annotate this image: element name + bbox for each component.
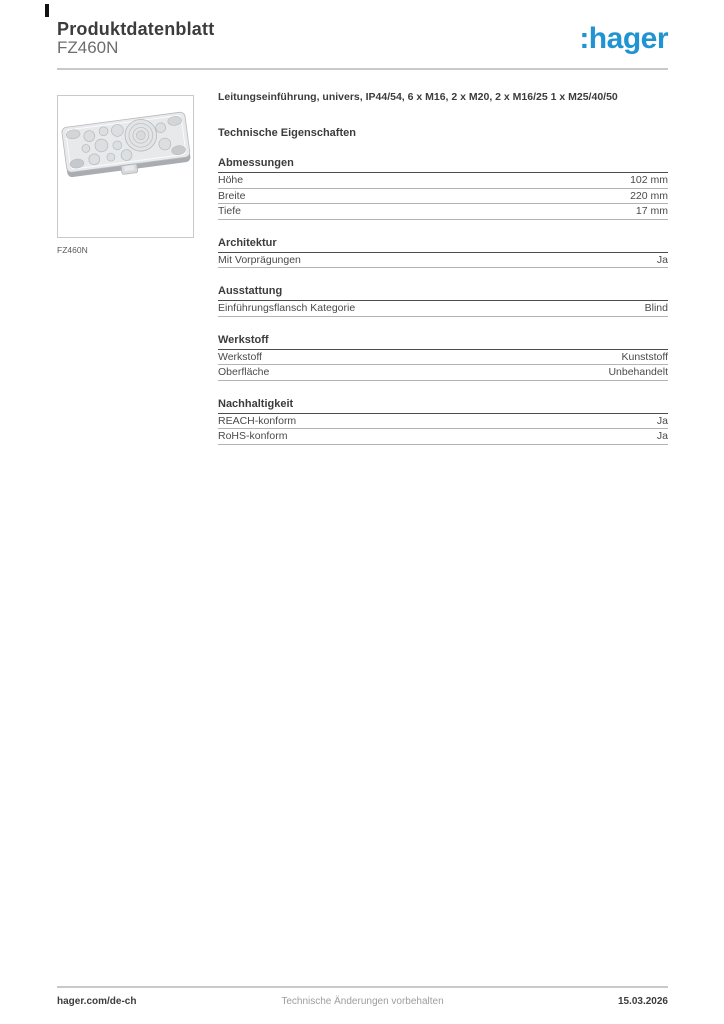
tech-properties-heading: Technische Eigenschaften [218,127,356,139]
product-description: Leitungseinführung, univers, IP44/54, 6 x M16, 2 x M20, 2 x M16/25 1 x M25/40/50 [218,91,618,103]
header-divider [57,68,668,70]
spec-label: Mit Vorprägungen [218,253,301,266]
spec-label: Einführungsflansch Kategorie [218,302,356,315]
spec-section [218,285,668,317]
footer-divider [57,986,668,988]
spec-value: Ja [656,430,668,443]
product-code: FZ460N [57,38,119,57]
scan-artifact [45,4,49,17]
section-title: Werkstoff [218,334,668,350]
spec-section [218,157,668,220]
spec-value: Blind [644,302,668,315]
spec-value: Ja [656,253,668,266]
product-image-caption: FZ460N [57,245,88,255]
spec-row [218,429,668,445]
spec-section [218,334,668,381]
spec-label: REACH-konform [218,414,297,427]
page-header [57,20,668,57]
spec-row [218,204,668,220]
spec-value: 17 mm [635,205,668,218]
section-title: Ausstattung [218,285,668,301]
page-footer [57,996,668,1007]
spec-row [218,414,668,430]
section-title: Nachhaltigkeit [218,398,668,414]
product-image-frame [57,95,194,238]
footer-disclaimer: Technische Änderungen vorbehalten [281,996,444,1007]
spec-label: Werkstoff [218,350,262,363]
spec-value: 102 mm [630,174,668,187]
spec-label: Oberfläche [218,366,270,379]
product-image [58,96,193,237]
spec-row [218,253,668,269]
section-title: Architektur [218,237,668,253]
footer-website-link[interactable]: hager.com/de-ch [57,996,137,1007]
spec-section [218,398,668,445]
spec-label: Tiefe [218,205,241,218]
spec-row [218,189,668,205]
spec-row [218,173,668,189]
page-title: Produktdatenblatt [57,19,215,39]
hager-logo: :hager [579,22,668,55]
spec-row [218,365,668,381]
spec-label: Breite [218,189,246,202]
spec-label: RoHS-konform [218,430,288,443]
spec-value: 220 mm [630,189,668,202]
spec-column [218,90,668,445]
spec-value: Kunststoff [621,350,668,363]
footer-date: 15.03.2026 [617,996,668,1007]
section-title: Abmessungen [218,157,668,173]
spec-label: Höhe [218,174,244,187]
spec-sections [218,157,668,445]
spec-value: Unbehandelt [608,366,668,379]
spec-section [218,237,668,269]
spec-value: Ja [656,414,668,427]
spec-row [218,350,668,366]
spec-row [218,301,668,317]
